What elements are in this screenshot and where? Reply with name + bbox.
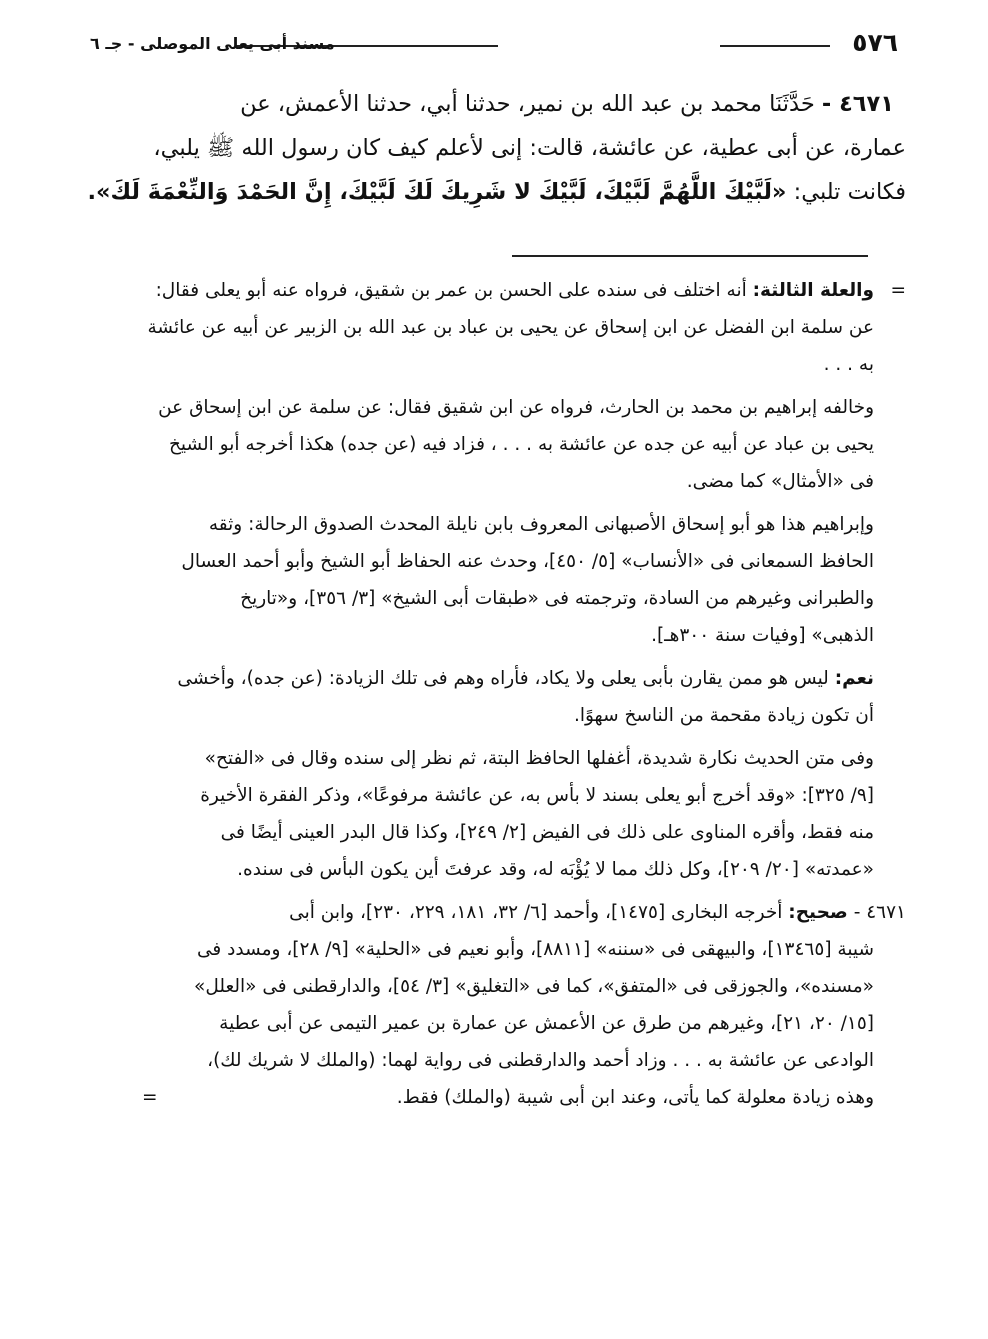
hadith-number: ٤٦٧١ -	[821, 91, 894, 117]
note-line: فى «الأمثال» كما مضى.	[686, 471, 874, 492]
note-line: «مسنده»، والجوزقى فى «المتفق»، كما فى «التغليق» [٣/ ٥٤]، والدارقطنى فى «العلل»	[194, 976, 874, 997]
note-line: وخالفه إبراهيم بن محمد بن الحارث، فرواه عن ابن شقيق فقال: عن سلمة عن ابن إسحاق عن	[158, 397, 874, 418]
hadith-line-1-text: حَدَّثَنَا محمد بن عبد الله بن نمير، حدثنا أبي، حدثنا الأعمش، عن	[240, 91, 815, 117]
note-paragraph-1	[86, 272, 906, 383]
note-line: شيبة [١٣٤٦٥]، والبيهقى فى «سننه» [٨٨١١]، وأبو نعيم فى «الحلية» [٩/ ٢٨]، ومسدد فى	[197, 939, 874, 960]
note-line	[86, 1079, 906, 1116]
note-line: الوادعى عن عائشة به . . . وزاد أحمد والدارقطنى فى رواية لهما: (والملك لا شريك لك)،	[207, 1050, 874, 1071]
book-title: مسند أبى يعلى الموصلى - جـ ٦	[90, 34, 335, 53]
note-line: منه فقط، وأقره المناوى على ذلك فى الفيض [٢/ ٢٤٩]، وكذا قال البدر العينى أيضًا فى	[220, 822, 874, 843]
continuation-mark-end: =	[142, 1087, 158, 1108]
continuation-mark: =	[890, 280, 906, 301]
note-line: «عمدته» [٢٠/ ٢٠٩]، وكل ذلك مما لا يُؤْبَه له، وقد عرفتَ أين يكون البأس فى سنده.	[237, 859, 874, 880]
header-rule-right	[720, 45, 830, 47]
note-paragraph-5	[86, 740, 906, 888]
note-line: عن سلمة ابن الفضل عن ابن إسحاق عن يحيى بن عباد بن عبد الله بن الزبير عن أبيه عن عائشة	[147, 317, 874, 338]
note-paragraph-6	[86, 894, 906, 1116]
note-line: الذهبى» [وفيات سنة ٣٠٠هـ].	[651, 625, 874, 646]
note-line: به . . .	[823, 354, 874, 375]
hadith-line-2: عمارة، عن أبى عطية، عن عائشة، قالت: إنى لأعلم كيف كان رسول الله ﷺ يلبي،	[153, 135, 906, 161]
note-line: وفى متن الحديث نكارة شديدة، أغفلها الحافظ البتة، ثم نظر إلى سنده وقال فى «الفتح»	[204, 748, 874, 769]
hadith-text	[86, 82, 906, 214]
note-paragraph-2	[86, 389, 906, 500]
note-line: [٩/ ٣٢٥]: «وقد أخرج أبو يعلى بسند لا بأس به، عن عائشة مرفوعًا»، وذكر الفقرة الأخيرة	[200, 785, 874, 806]
takhrij-number: ٤٦٧١ -	[853, 902, 906, 923]
page-number: ٥٧٦	[852, 28, 898, 57]
note-text: ليس هو ممن يقارن بأبى يعلى ولا يكاد، فأراه وهم فى تلك الزيادة: (عن جده)، وأخشى	[177, 668, 829, 689]
note-lead: والعلة الثالثة:	[752, 280, 874, 301]
note-line: أن تكون زيادة مقحمة من الناسخ سهوًا.	[573, 705, 874, 726]
note-line	[86, 660, 906, 697]
note-text: وهذه زيادة معلولة كما يأتى، وعند ابن أبى شيبة (والملك) فقط.	[396, 1087, 874, 1108]
note-line	[86, 894, 906, 931]
note-paragraph-3	[86, 506, 906, 654]
hadith-line-3-text: فكانت تلبي:	[793, 179, 906, 205]
note-paragraph-4	[86, 660, 906, 734]
hadith-line-3	[86, 170, 906, 214]
note-line: [١٥/ ٢٠، ٢١]، وغيرهم من طرق عن الأعمش عن عمارة بن عمير التيمى عن أبى عطية	[219, 1013, 874, 1034]
talbiya-text: «لَبَّيْكَ اللَّهُمَّ لَبَّيْكَ، لَبَّيْكَ لا شَرِيكَ لَكَ لَبَّيْكَ، إِنَّ الحَمْدَ وَالنِّعْمَةَ لَكَ».	[87, 179, 787, 205]
note-line: وإبراهيم هذا هو أبو إسحاق الأصبهانى المعروف بابن نايلة المحدث الصدوق الرحالة: وثقه	[208, 514, 874, 535]
page-header	[90, 28, 898, 62]
grading-label: صحيح:	[788, 902, 848, 923]
note-text: أخرجه البخارى [١٤٧٥]، وأحمد [٦/ ٣٢، ١٨١، ٢٢٩، ٢٣٠]، وابن أبى	[289, 902, 783, 923]
note-line	[86, 272, 906, 309]
note-line: والطبرانى وغيرهم من السادة، وترجمته فى «طبقات أبى الشيخ» [٣/ ٣٥٦]، و«تاريخ	[240, 588, 874, 609]
footnotes	[86, 272, 906, 1122]
note-text: أنه اختلف فى سنده على الحسن بن عمر بن شقيق، فرواه عنه أبو يعلى فقال:	[155, 280, 747, 301]
note-line: يحيى بن عباد عن أبيه عن جده عن عائشة به . . . ، فزاد فيه (عن جده) هكذا أخرجه أبو الشيخ	[168, 434, 874, 455]
hadith-line-1	[86, 82, 906, 126]
note-lead: نعم:	[834, 668, 874, 689]
footnote-separator	[512, 255, 868, 257]
note-line: الحافظ السمعانى فى «الأنساب» [٥/ ٤٥٠]، وحدث عنه الحفاظ أبو الشيخ وأبو أحمد العسال	[181, 551, 874, 572]
